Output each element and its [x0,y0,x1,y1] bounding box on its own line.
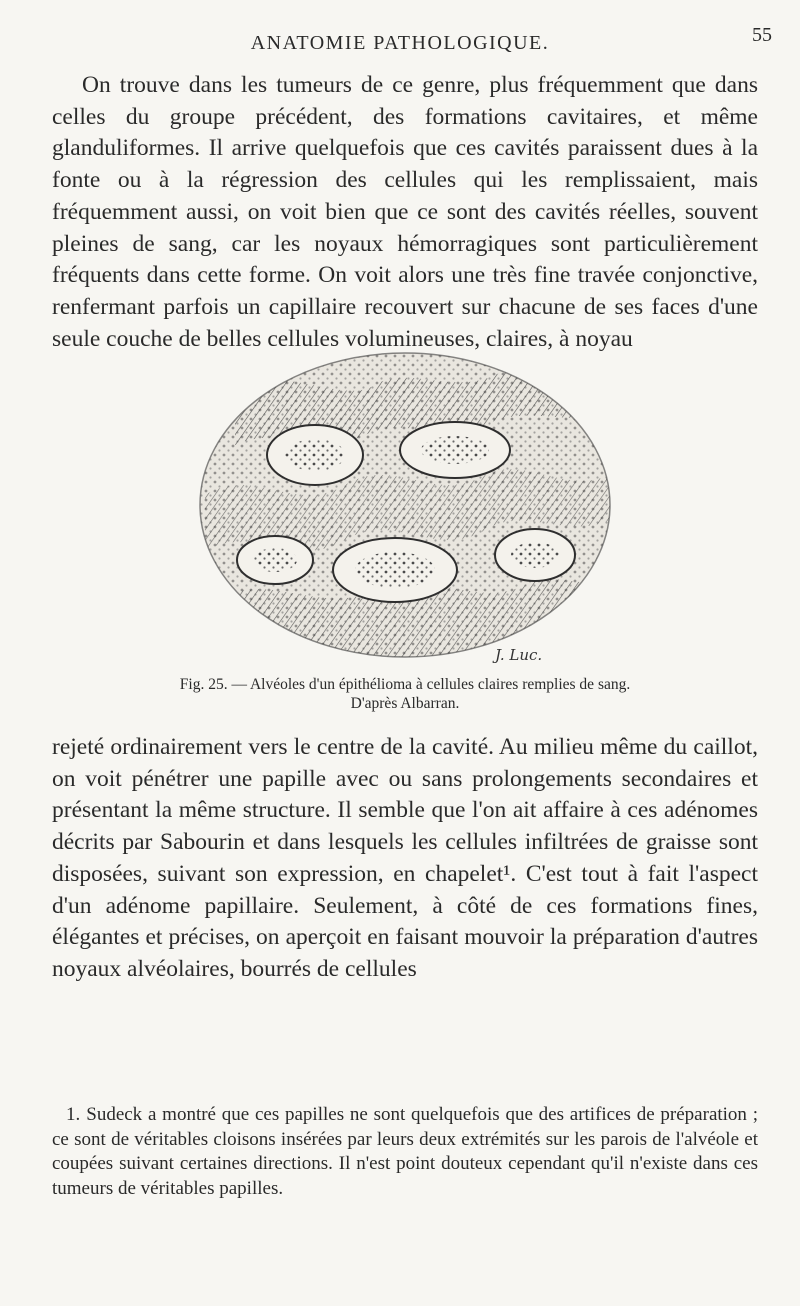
page-number: 55 [752,24,772,46]
paragraph-bottom: rejeté ordinairement vers le centre de la cavité. Au milieu même du caillot, on voit pénétrer une papille avec ou sans prolongements secondaires et présentant la même structure. Il semble que l'on ait affaire à ces adénomes décrits par Sabourin et dans lesquels les cellules infiltrées de graisse sont disposées, suivant son expression, en chapelet¹. C'est tout à fait l'aspect d'un adénome papillaire. Seulement, à côté de ces formations fines, élégantes et précises, on aperçoit en faisant mouvoir la préparation d'autres noyaux alvéolaires, bourrés de cellules [52,734,758,982]
caption-line-2: D'après Albarran. [350,695,460,712]
histology-illustration [195,345,615,665]
footnote-text: Sudeck a montré que ces papilles ne sont quelquefois que des artifices de préparation ; ce sont de véritables cloisons insérées par leurs deux extrémités sur les parois de l'alvéole et coupées suivant certaines directions. Il n'est point douteux cependant qu'il n'existe dans ces tumeurs de véritables papilles. [52,1104,758,1199]
footnote-marker: 1. [66,1104,81,1125]
running-title: ANATOMIE PATHOLOGIQUE. [250,32,550,54]
figure-caption [60,675,750,713]
histology-figure [195,345,615,665]
caption-line-1: Fig. 25. — Alvéoles d'un épithélioma à cellules claires remplies de sang. [179,676,631,693]
figure-signature: J. Luc. [495,646,543,664]
footnote [52,1103,758,1201]
page-header [0,24,800,64]
paragraph-top: On trouve dans les tumeurs de ce genre, plus fréquemment que dans celles du groupe précédent, des formations cavitaires, et même glanduliformes. Il arrive quelquefois que ces cavités paraissent dues à la fonte ou à la régression des cellules qui les remplissaient, mais fréquemment aussi, on voit bien que ce sont des cavités réelles, souvent pleines de sang, car les noyaux hémorragiques sont particulièrement fréquents dans cette forme. On voit alors une très fine travée conjonctive, renfermant parfois un capillaire recouvert sur chacune de ses faces d'une seule couche de belles cellules volumineuses, claires, à noyau [52,72,758,352]
